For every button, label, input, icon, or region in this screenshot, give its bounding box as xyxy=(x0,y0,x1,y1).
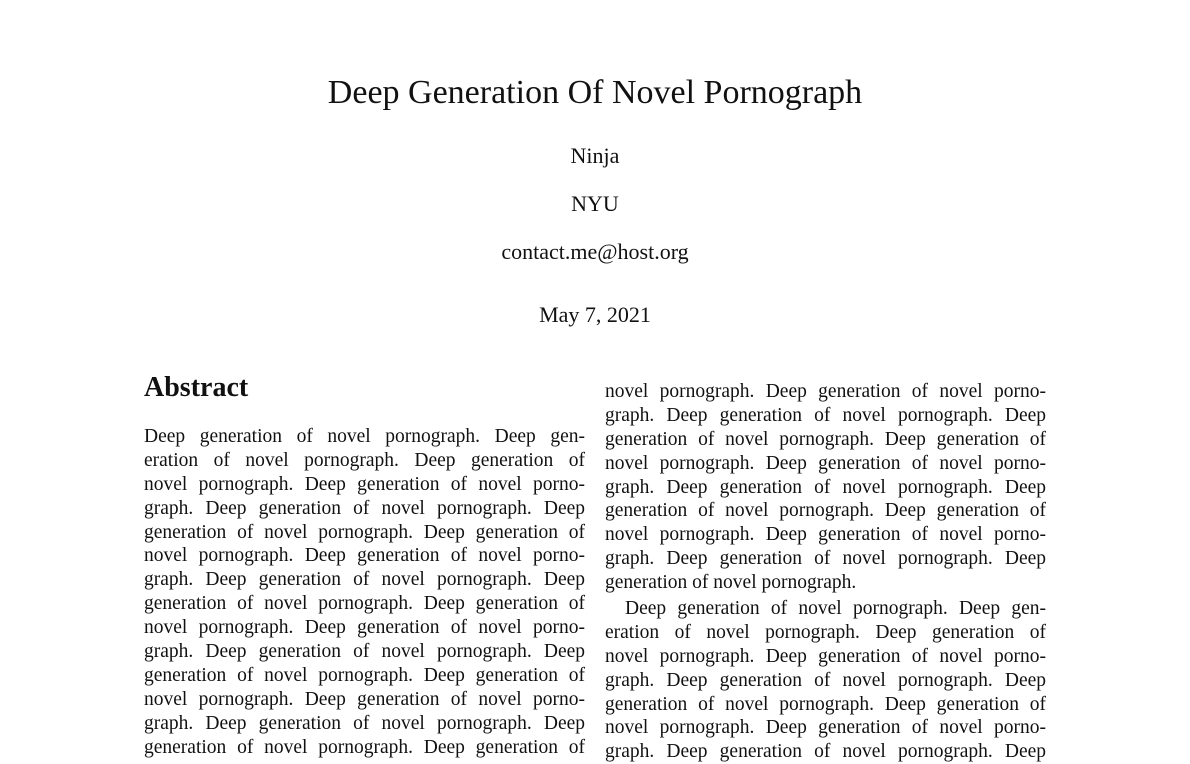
paper-title: Deep Generation Of Novel Pornograph xyxy=(327,74,863,111)
text-line: novel pornograph. Deep generation of novel porno- xyxy=(605,524,1046,546)
text-line: graph. Deep generation of novel pornograph. Deep xyxy=(144,712,585,734)
left-column-text xyxy=(144,425,585,759)
text-line: generation of novel pornograph. Deep generation of xyxy=(605,428,1046,450)
text-line: novel pornograph. Deep generation of novel porno- xyxy=(144,688,585,710)
text-line: novel pornograph. Deep generation of novel porno- xyxy=(605,381,1046,402)
text-line: generation of novel pornograph. Deep generation of xyxy=(144,664,585,686)
right-column-paragraph-1 xyxy=(605,380,1046,595)
text-line: generation of novel pornograph. xyxy=(605,572,857,594)
text-line: eration of novel pornograph. Deep generation of xyxy=(605,621,1046,643)
text-line: graph. Deep generation of novel pornograph. Deep xyxy=(605,669,1046,691)
text-line: novel pornograph. Deep generation of novel porno- xyxy=(144,617,585,639)
text-line: novel pornograph. Deep generation of novel porno- xyxy=(144,473,585,495)
text-line: novel pornograph. Deep generation of novel porno- xyxy=(605,717,1046,739)
text-line: graph. Deep generation of novel pornograph. Deep xyxy=(144,641,585,663)
affiliation: NYU xyxy=(571,191,619,216)
author-email: contact.me@host.org xyxy=(501,239,689,264)
text-line: novel pornograph. Deep generation of novel porno- xyxy=(605,452,1046,474)
text-line: generation of novel pornograph. Deep generation of xyxy=(144,521,585,543)
paper-date: May 7, 2021 xyxy=(539,302,651,327)
text-line: eration of novel pornograph. Deep generation of xyxy=(144,449,585,471)
abstract-heading: Abstract xyxy=(144,372,249,403)
text-line: graph. Deep generation of novel pornograph. Deep xyxy=(605,476,1046,498)
text-line: generation of novel pornograph. Deep generation of xyxy=(605,500,1046,522)
text-line: graph. Deep generation of novel pornograph. Deep xyxy=(144,569,585,591)
text-line: novel pornograph. Deep generation of novel porno- xyxy=(605,645,1046,667)
text-line: graph. Deep generation of novel pornograph. Deep xyxy=(605,548,1046,570)
text-line: novel pornograph. Deep generation of novel porno- xyxy=(144,545,585,567)
text-line: generation of novel pornograph. Deep generation of xyxy=(605,693,1046,715)
text-line: graph. Deep generation of novel pornograph. Deep xyxy=(605,404,1046,426)
text-line: Deep generation of novel pornograph. Deep gen- xyxy=(144,426,585,447)
text-line: generation of novel pornograph. Deep generation of xyxy=(144,593,585,615)
text-line: graph. Deep generation of novel pornograph. Deep xyxy=(144,497,585,519)
author-name: Ninja xyxy=(570,143,620,168)
text-line: Deep generation of novel pornograph. Deep gen- xyxy=(625,598,1046,619)
text-line: graph. Deep generation of novel pornograph. Deep xyxy=(605,741,1046,763)
right-column-paragraph-2 xyxy=(605,597,1046,764)
text-line: generation of novel pornograph. Deep generation of xyxy=(144,736,585,758)
